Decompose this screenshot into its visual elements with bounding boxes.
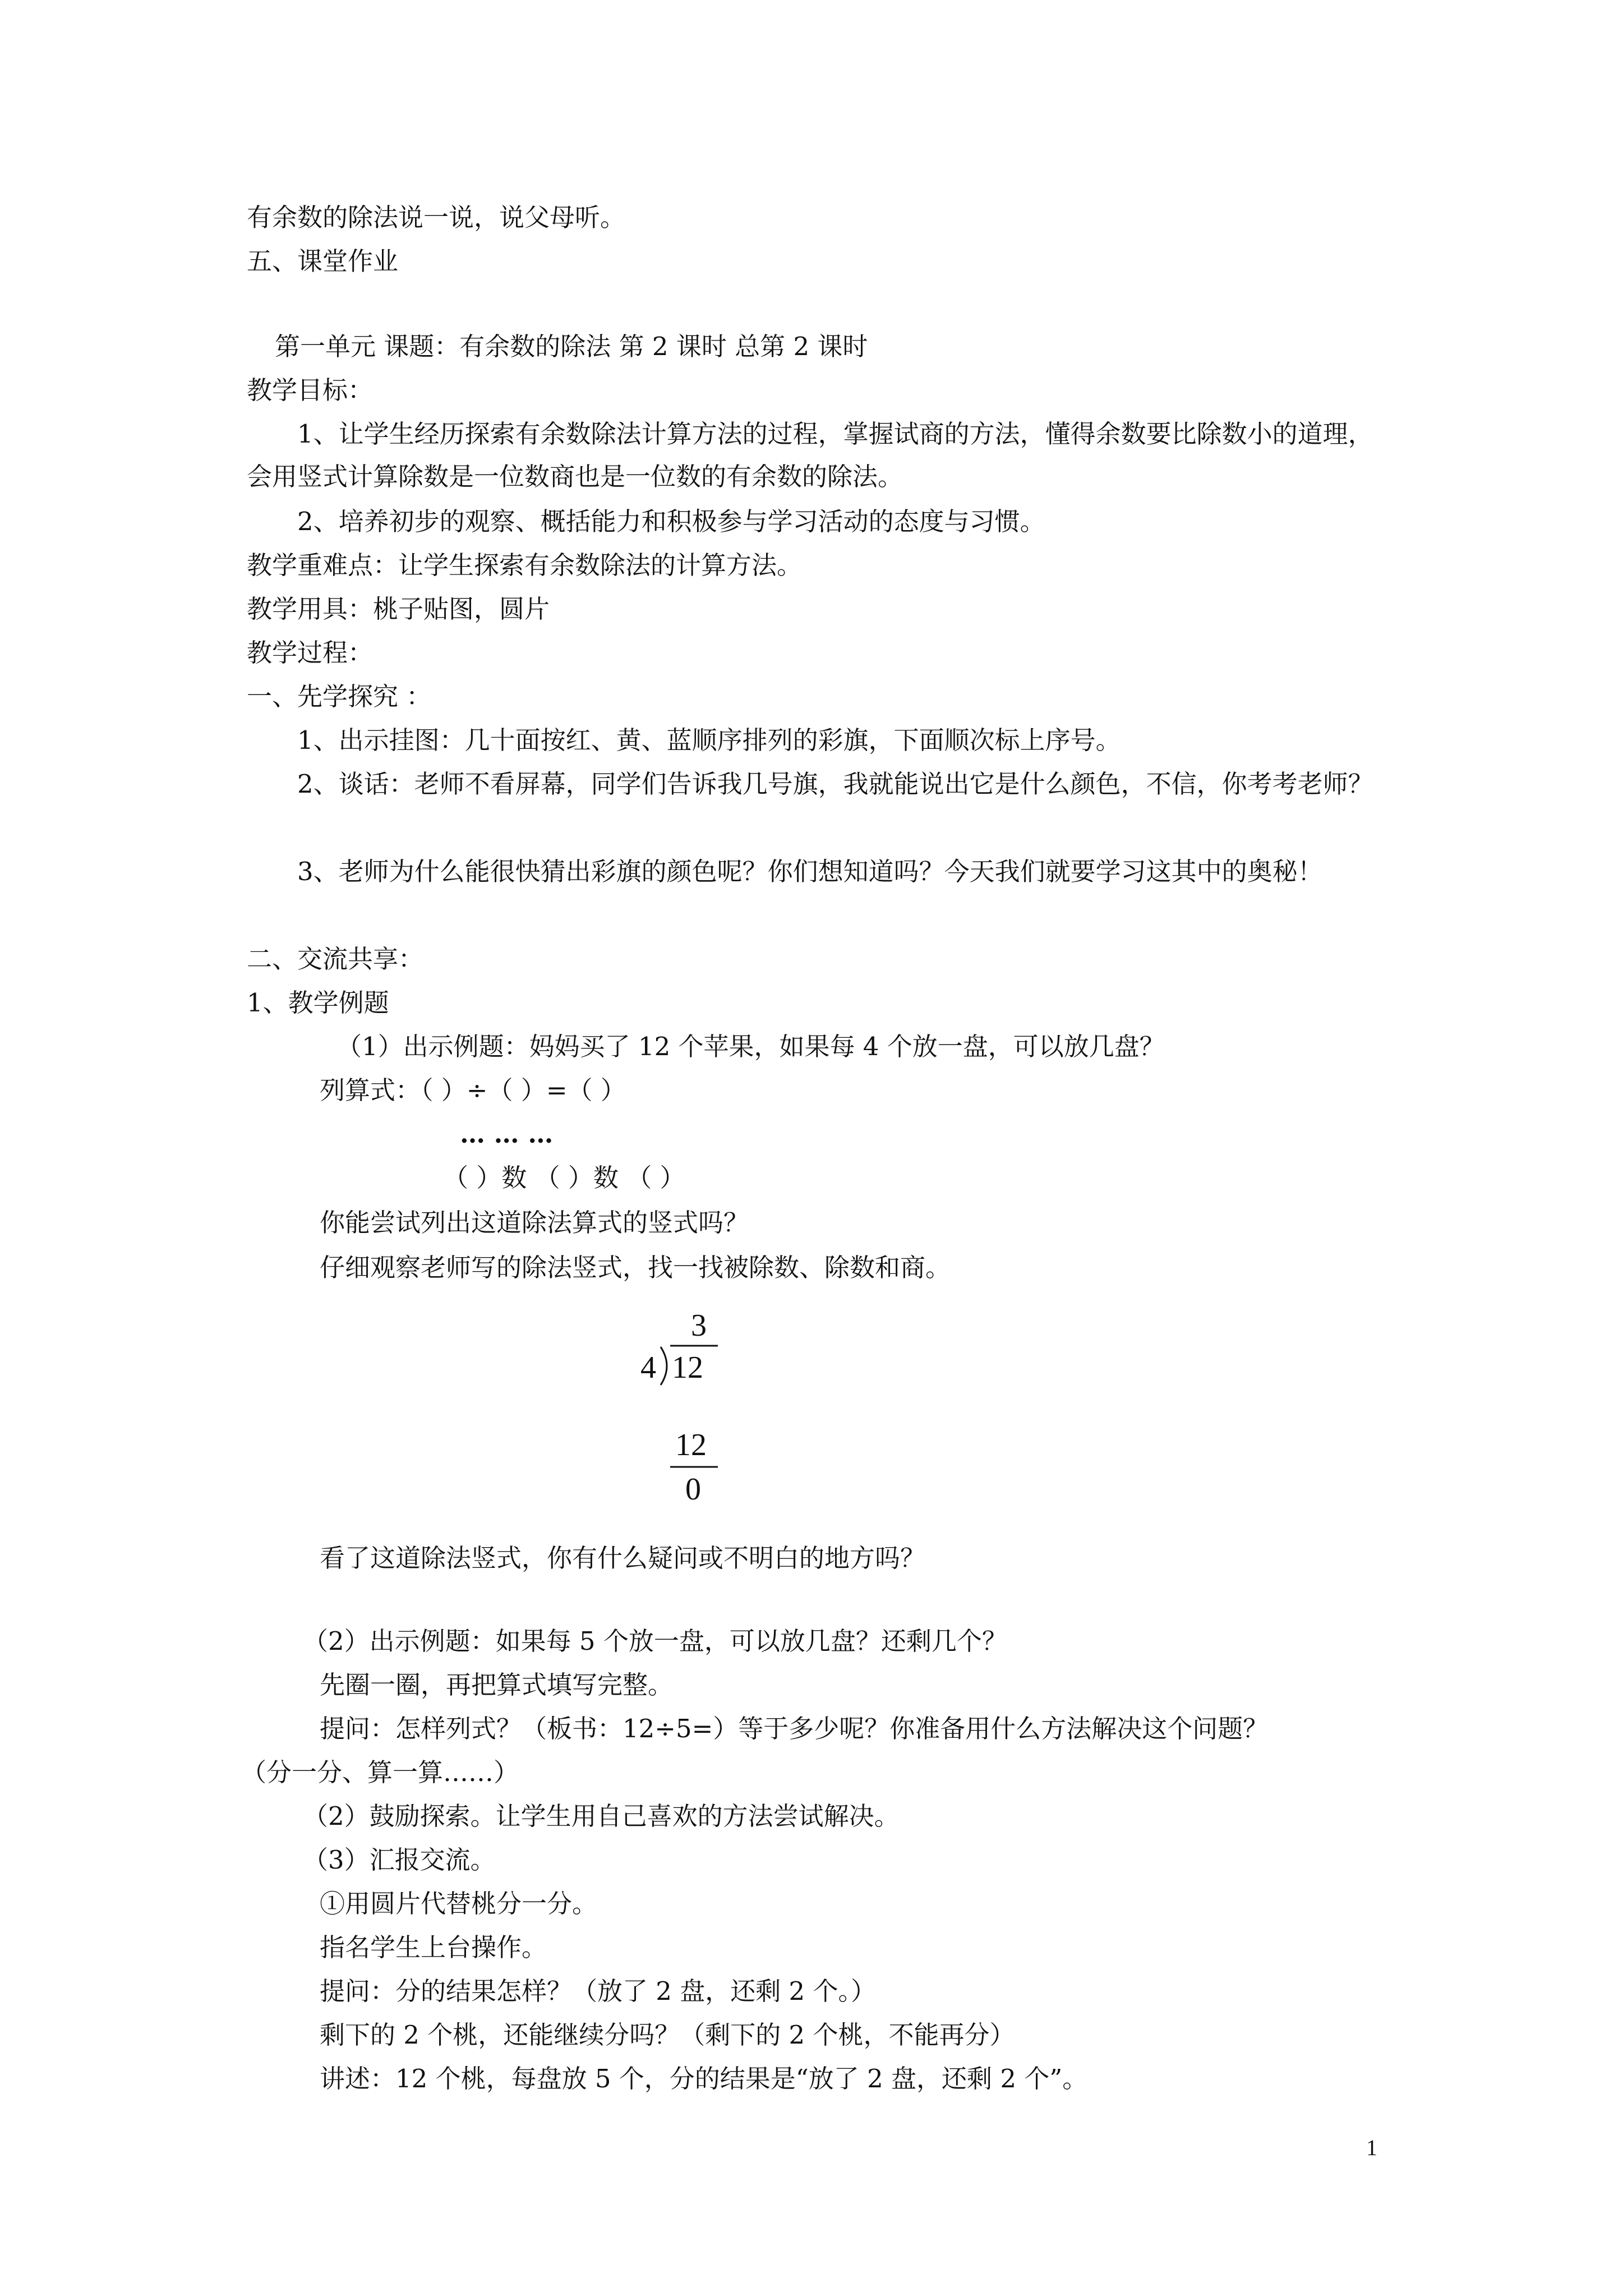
text-line: 剩下的 2 个桃，还能继续分吗？（剩下的 2 个桃，不能再分） (320, 2020, 1015, 2050)
question-line: 你能尝试列出这道除法算式的竖式吗？ (320, 1208, 749, 1237)
text-line: 有余数的除法说一说，说父母听。 (247, 203, 626, 232)
text-line: 指名学生上台操作。 (320, 1932, 547, 1962)
text-line: 讲述：12 个桃，每盘放 5 个，分的结果是“放了 2 盘，还剩 2 个”。 (320, 2064, 1088, 2093)
objective-paragraph: 1、让学生经历探索有余数除法计算方法的过程，掌握试商的方法，懂得余数要比除数小的道理，会用竖式计算除数是一位数商也是一位数的有余数的除法。 (247, 419, 1373, 491)
section-heading: 教学目标： (247, 375, 374, 405)
step-paragraph: 3、老师为什么能很快猜出彩旗的颜色呢？你们想知道吗？今天我们就要学习这其中的奥秘！ (297, 857, 1323, 886)
text-line: 提问：怎样列式？（板书：12÷5=）等于多少呢？你准备用什么方法解决这个问题？ (320, 1714, 1269, 1743)
ellipsis-line: … … … (460, 1119, 554, 1149)
blank-label-line: （ ）数 （ ）数 （ ） (443, 1163, 685, 1193)
text-line: 教学重难点：让学生探索有余数除法的计算方法。 (247, 550, 803, 580)
section-heading: 1、教学例题 (247, 988, 389, 1018)
example-line: （1）出示例题：妈妈买了 12 个苹果，如果每 4 个放一盘，可以放几盘？ (336, 1032, 1165, 1061)
section-heading: 二、交流共享： (247, 944, 424, 974)
step-line: 1、出示挂图：几十面按红、黄、蓝顺序排列的彩旗，下面顺次标上序号。 (297, 725, 1121, 755)
quotient-digit: 3 (691, 1308, 707, 1343)
text-line: （3）汇报交流。 (303, 1845, 496, 1875)
lesson-header: 第一单元 课题：有余数的除法 第 2 课时 总第 2 课时 (275, 332, 868, 361)
text-line: 提问：分的结果怎样？（放了 2 盘，还剩 2 个。） (320, 1976, 876, 2006)
remainder-digit: 0 (685, 1472, 701, 1507)
long-division-lines (628, 1310, 740, 1512)
long-division-figure (628, 1310, 740, 1512)
section-heading: 五、课堂作业 (247, 246, 399, 276)
example-line: （2）出示例题：如果每 5 个放一盘，可以放几盘？还剩几个？ (303, 1626, 1007, 1656)
question-line: 仔细观察老师写的除法竖式，找一找被除数、除数和商。 (320, 1253, 951, 1282)
product-number: 12 (675, 1428, 707, 1462)
text-line: （分一分、算一算……） (241, 1757, 519, 1787)
text-line: ①用圆片代替桃分一分。 (320, 1889, 598, 1918)
text-line: 教学用具：桃子贴图，圆片 (247, 594, 550, 624)
question-line: 看了这道除法竖式，你有什么疑问或不明白的地方吗？ (320, 1543, 926, 1573)
section-heading: 教学过程： (247, 638, 374, 668)
text-line: （2）鼓励探索。让学生用自己喜欢的方法尝试解决。 (303, 1801, 900, 1831)
dividend-number: 12 (672, 1350, 703, 1385)
divisor-digit: 4 (640, 1350, 656, 1385)
page-number: 1 (1366, 2135, 1377, 2160)
text-line: 先圈一圈，再把算式填写完整。 (320, 1670, 674, 1700)
formula-line: 列算式：（ ）÷（ ）=（ ） (320, 1075, 626, 1105)
objective-line: 2、培养初步的观察、概括能力和积极参与学习活动的态度与习惯。 (297, 507, 1045, 536)
step-paragraph: 2、谈话：老师不看屏幕，同学们告诉我几号旗，我就能说出它是什么颜色，不信，你考考老师？ (297, 769, 1373, 799)
section-heading: 一、先学探究 ： (247, 682, 432, 711)
